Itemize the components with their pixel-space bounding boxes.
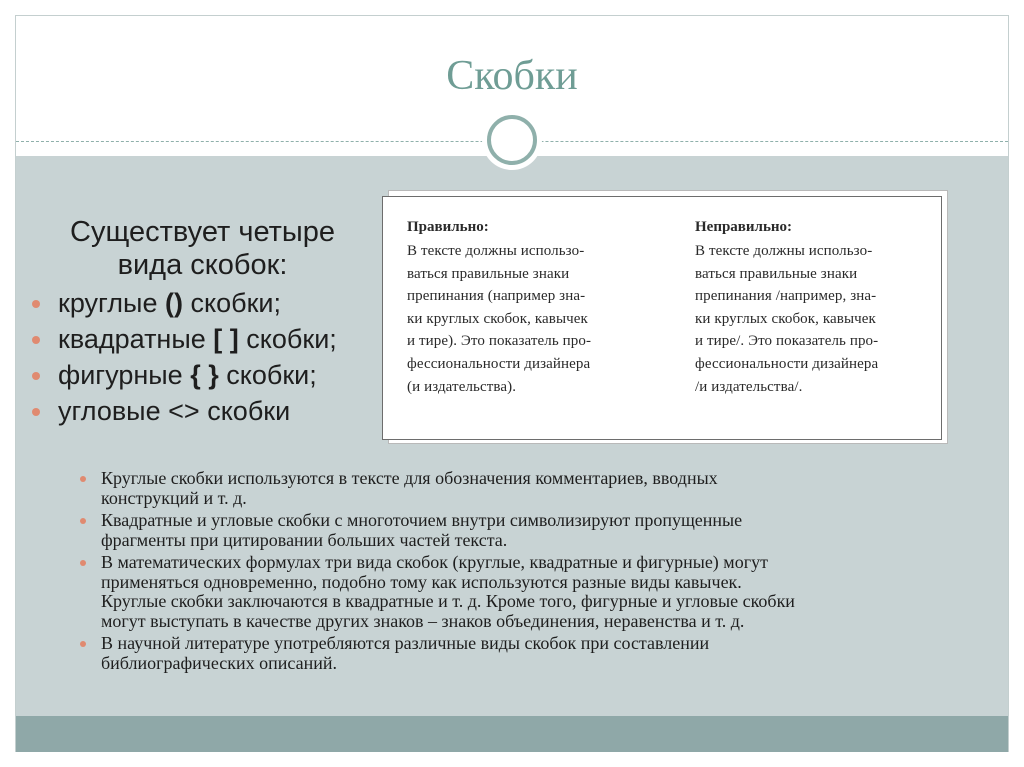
note-item <box>80 511 980 550</box>
list-item-square <box>30 321 337 357</box>
type-symbol: [ ] <box>213 324 239 354</box>
incorrect-line: ки круглых скобок, кавычек <box>695 310 876 327</box>
circle-ornament-inner <box>487 115 537 165</box>
incorrect-line: /и издательства/. <box>695 378 803 395</box>
type-symbol: () <box>164 288 183 318</box>
note-line: применяться одновременно, подобно тому как используются разные виды кавычек. <box>101 571 742 592</box>
incorrect-heading: Неправильно: <box>695 219 793 235</box>
bracket-types-list <box>30 285 337 429</box>
incorrect-line: В тексте должны использо- <box>695 243 873 259</box>
intro-text <box>30 216 375 282</box>
note-item <box>80 469 980 508</box>
correct-line: ваться правильные знаки <box>407 265 570 282</box>
note-line: фрагменты при цитировании больших частей текста. <box>101 529 508 550</box>
correct-line: и тире). Это показатель про- <box>407 333 592 350</box>
note-line: могут выступать в качестве других знаков – знаков объединения, неравенства и т. д. <box>101 610 745 631</box>
incorrect-line: и тире/. Это показатель про- <box>695 333 879 350</box>
incorrect-line: ваться правильные знаки <box>695 265 858 282</box>
type-suffix: скобки; <box>190 288 281 318</box>
type-symbol: <> <box>168 396 200 426</box>
type-label: фигурные <box>58 360 183 390</box>
type-suffix: скобки; <box>246 324 337 354</box>
note-line: Круглые скобки заключаются в квадратные и т. д. Кроме того, фигурные и угловые скобки <box>101 591 795 611</box>
type-suffix: скобки; <box>226 360 317 390</box>
incorrect-line: препинания /например, зна- <box>695 288 877 305</box>
note-line: Круглые скобки используются в тексте для обозначения комментариев, вводных <box>101 468 718 488</box>
circle-ornament-icon <box>482 110 542 170</box>
type-symbol: { } <box>190 360 219 390</box>
note-line: Квадратные и угловые скобки с многоточием внутри символизируют пропущенные <box>101 510 743 530</box>
list-item-round <box>30 285 337 321</box>
note-item <box>80 553 980 631</box>
intro-line-1: Существует четыре <box>70 216 335 248</box>
correct-line: фессиональности дизайнера <box>407 355 591 372</box>
notes-list <box>80 469 980 676</box>
correct-line: (и издательства). <box>407 378 517 395</box>
type-suffix: скобки <box>207 396 291 426</box>
correct-column <box>407 217 637 398</box>
note-line: конструкций и т. д. <box>101 487 247 508</box>
note-item <box>80 634 980 673</box>
type-label: круглые <box>58 288 158 318</box>
correct-line: ки круглых скобок, кавычек <box>407 310 588 327</box>
type-label: квадратные <box>58 324 206 354</box>
note-line: В научной литературе употребляются различные виды скобок при составлении <box>101 633 710 653</box>
footer-band <box>16 716 1008 752</box>
correct-heading: Правильно: <box>407 219 489 235</box>
note-line: библиографических описаний. <box>101 652 338 673</box>
slide-title: Скобки <box>446 53 578 99</box>
list-item-angle <box>30 393 337 429</box>
list-item-curly <box>30 357 337 393</box>
correct-line: препинания (например зна- <box>407 288 586 305</box>
intro-line-2: вида скобок: <box>117 249 288 281</box>
correct-line: В тексте должны использо- <box>407 243 585 259</box>
incorrect-column <box>695 217 925 398</box>
incorrect-line: фессиональности дизайнера <box>695 355 879 372</box>
note-line: В математических формулах три вида скобок (круглые, квадратные и фигурные) могут <box>101 552 768 572</box>
example-card <box>382 196 942 440</box>
type-label: угловые <box>58 396 161 426</box>
